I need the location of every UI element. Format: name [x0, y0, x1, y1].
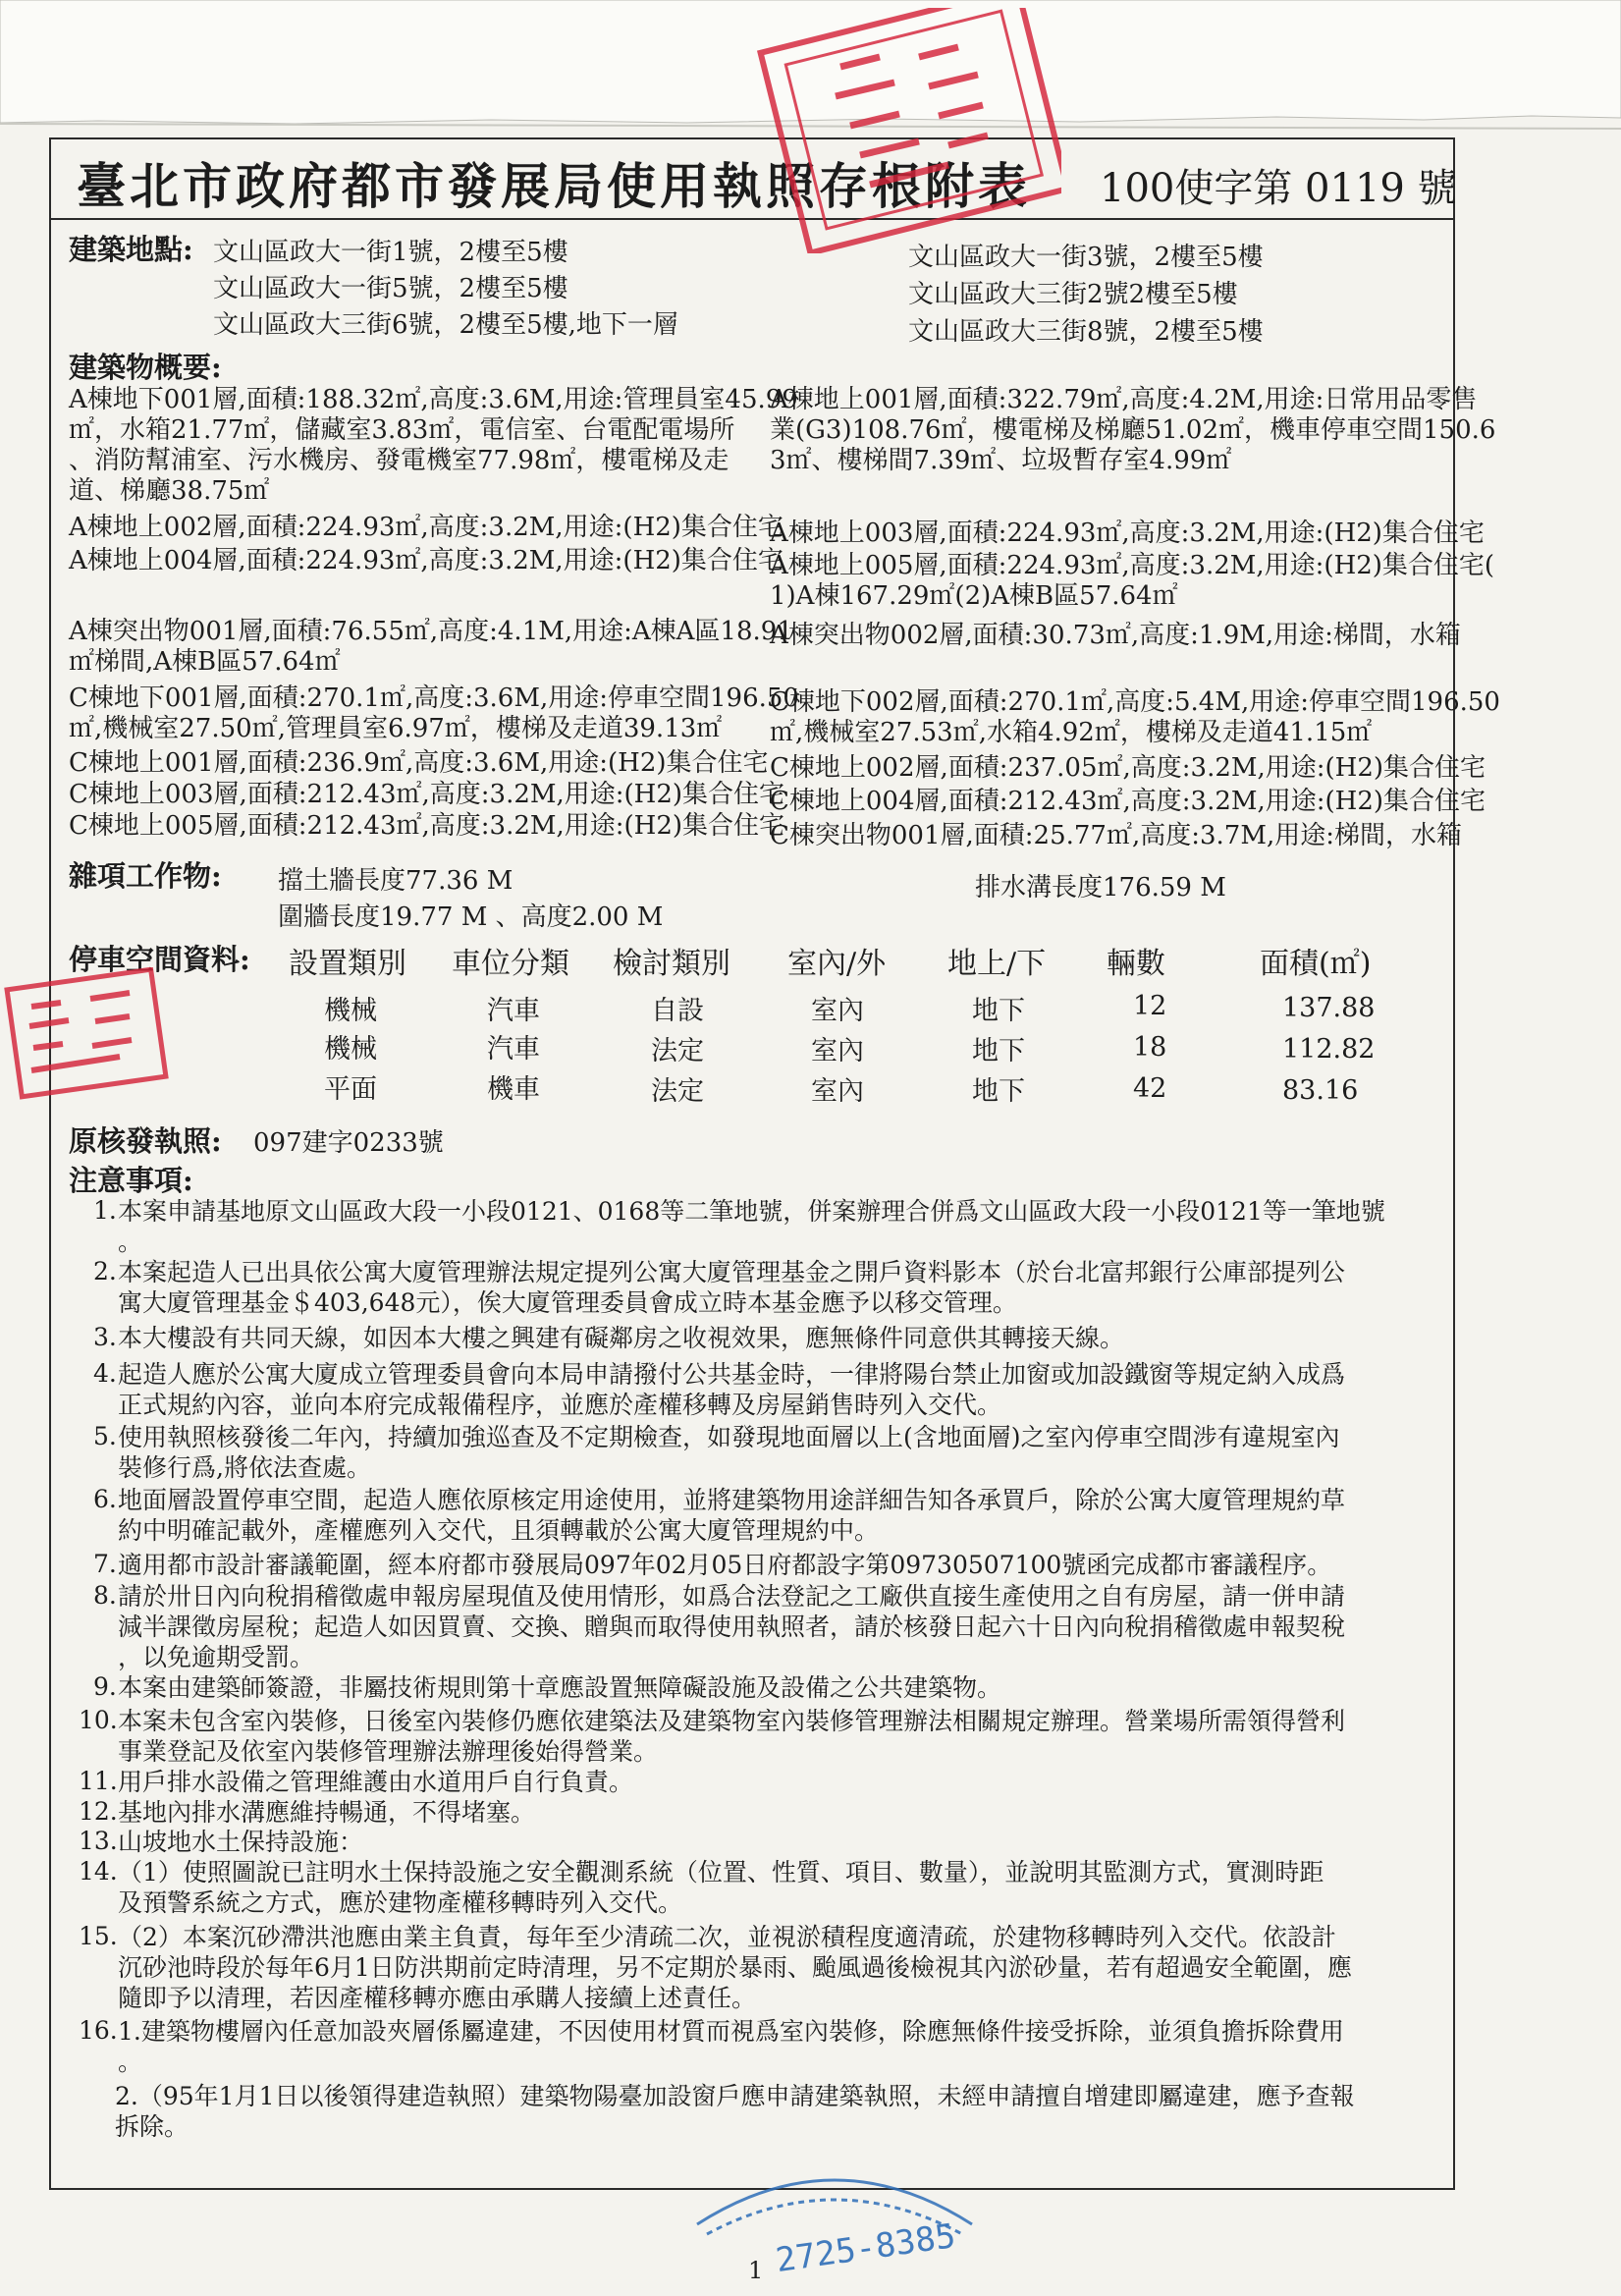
note-number: 15. [79, 1922, 118, 1950]
overview-left-8: C棟地上005層,面積:212.43㎡,高度:3.2M,用途:(H2)集合住宅 [69, 811, 785, 841]
red-seal-left-icon [2, 967, 169, 1105]
note-item: 本大樓設有共同天線，如因本大樓之興建有礙鄰房之收視效果，應無條件同意供其轉接天線。 [118, 1324, 1125, 1352]
site-right-3: 文山區政大三街8號，2樓至5樓 [908, 317, 1264, 347]
parking-row-3-count: 42 [1133, 1073, 1167, 1104]
parking-header-indoor: 室內/外 [787, 947, 887, 981]
parking-header-type: 設置類別 [289, 947, 406, 981]
note-item: 地面層設置停車空間，起造人應依原核定用途使用，並將建築物用途詳細告知各承買戶，除於公寓大廈管理規約草 約中明確記載外，產權應列入交代，且須轉載於公寓大廈管理規約中。 [118, 1486, 1346, 1545]
note-item: 適用都市設計審議範圍，經本府都市發展局097年02月05日府都設字第09730507100號函完成都市審議程序。 [118, 1551, 1332, 1579]
stamp-number: 2725-8385 [773, 2215, 958, 2281]
parking-row-2-type: 機械 [324, 1034, 377, 1065]
parking-row-2-count: 18 [1133, 1032, 1167, 1063]
overview-right-4: A棟突出物002層,面積:30.73㎡,高度:1.9M,用途:梯間，水箱 [770, 621, 1461, 650]
parking-row-1-vehicle: 汽車 [487, 996, 540, 1026]
parking-label: 停車空間資料: [69, 943, 250, 976]
site-left-2: 文山區政大一街5號，2樓至5樓 [213, 274, 568, 303]
site-label: 建築地點: [69, 233, 193, 266]
note-number: 1. [93, 1196, 117, 1225]
overview-left-2: A棟地上002層,面積:224.93㎡,高度:3.2M,用途:(H2)集合住宅 [69, 513, 783, 542]
note-item: 起造人應於公寓大廈成立管理委員會向本局申請撥付公共基金時，一律將陽台禁止加窗或加設鐵窗等規定納入成爲 正式規約內容，並向本府完成報備程序，並應於產權移轉及房屋銷售時列入交代。 [118, 1360, 1346, 1419]
parking-header-review: 檢討類別 [613, 947, 730, 981]
note-number: 3. [93, 1323, 117, 1351]
note-item: （1）使照圖說已註明水土保持設施之安全觀測系統（位置、性質、項目、數量），並說明其監測方式，實測時距 及預警系統之方式，應於建物產權移轉時列入交代。 [118, 1858, 1324, 1917]
page-title: 臺北市政府都市發展局使用執照存根附表 [77, 157, 1031, 215]
parking-row-1-count: 12 [1133, 991, 1167, 1021]
note-number: 14. [79, 1857, 118, 1886]
note-item: 本案由建築師簽證，非屬技術規則第十章應設置無障礙設施及設備之公共建築物。 [118, 1673, 1002, 1702]
note-item: （2）本案沉砂滯洪池應由業主負責，每年至少清疏二次，並視淤積程度適清疏，於建物移轉時列入交代。依設計 沉砂池時段於每年6月1日防洪期前定時清理，另不定期於暴雨、颱風過後檢視其內淤砂量，若有超過安全範圍，應 隨即予以清理，若因產權移轉亦應由承購人接續上述責任。 [118, 1923, 1352, 2012]
note-item: 本案未包含室內裝修，日後室內裝修仍應依建築法及建築物室內裝修管理辦法相關規定辦理。營業場所需領得營利 事業登記及依室內裝修管理辦法辦理後始得營業。 [118, 1707, 1346, 1766]
note-number: 16. [79, 2016, 118, 2045]
parking-header-level: 地上/下 [947, 947, 1047, 981]
parking-row-2-review: 法定 [651, 1036, 704, 1066]
parking-row-3-indoor: 室內 [811, 1076, 864, 1107]
overview-left-4: A棟突出物001層,面積:76.55㎡,高度:4.1M,用途:A棟A區18.91 ㎡梯間,A棟B區57.64㎡ [69, 617, 793, 677]
site-right-1: 文山區政大一街3號，2樓至5樓 [908, 243, 1264, 272]
overview-left-5: C棟地下001層,面積:270.1㎡,高度:3.6M,用途:停車空間196.50 ㎡,機械室27.50㎡,管理員室6.97㎡，樓梯及走道39.13㎡ [69, 683, 799, 743]
note-item: 2.（95年1月1日以後領得建造執照）建築物陽臺加設窗戶應申請建築執照，未經申請擅自增建即屬違建，應予查報 拆除。 [115, 2082, 1355, 2141]
parking-row-3-area: 83.16 [1282, 1075, 1359, 1106]
note-item: 1.建築物樓層內任意加設夾層係屬違建，不因使用材質而視爲室內裝修，除應無條件接受拆除，並須負擔拆除費用 。 [118, 2017, 1344, 2076]
parking-row-3-review: 法定 [651, 1076, 704, 1107]
note-number: 4. [93, 1359, 117, 1388]
overview-left-7: C棟地上003層,面積:212.43㎡,高度:3.2M,用途:(H2)集合住宅 [69, 780, 785, 809]
permit-number: 100使字第 0119 號 [1100, 166, 1457, 211]
overview-left-6: C棟地上001層,面積:236.9㎡,高度:3.6M,用途:(H2)集合住宅 [69, 748, 769, 778]
overview-right-3: A棟地上005層,面積:224.93㎡,高度:3.2M,用途:(H2)集合住宅( 1)A棟167.29㎡(2)A棟B區57.64㎡ [770, 551, 1495, 611]
overview-right-6: C棟地上002層,面積:237.05㎡,高度:3.2M,用途:(H2)集合住宅 [770, 753, 1486, 783]
parking-header-area: 面積(㎡) [1260, 947, 1372, 981]
overview-label: 建築物概要: [69, 351, 222, 384]
site-left-1: 文山區政大一街1號，2樓至5樓 [213, 238, 568, 267]
note-number: 2. [93, 1257, 117, 1285]
blue-receipt-stamp-icon [677, 2156, 992, 2283]
overview-right-2: A棟地上003層,面積:224.93㎡,高度:3.2M,用途:(H2)集合住宅 [770, 519, 1485, 548]
overview-right-8: C棟突出物001層,面積:25.77㎡,高度:3.7M,用途:梯間，水箱 [770, 821, 1462, 850]
red-seal-top-icon [742, 8, 1061, 253]
note-item: 請於卅日內向稅捐稽徵處申報房屋現值及使用情形，如爲合法登記之工廠供直接生產使用之自有房屋，請一併申請 減半課徵房屋稅；起造人如因買賣、交換、贈與而取得使用執照者，請於核發日起六十日內向稅捐稽徵處申報契稅 ，以免逾期受罰。 [118, 1582, 1346, 1671]
parking-row-1-level: 地下 [972, 996, 1025, 1026]
site-right-2: 文山區政大三街2號2樓至5樓 [908, 280, 1238, 309]
note-item: 本案申請基地原文山區政大段一小段0121、0168等二筆地號，併案辦理合併爲文山區政大段一小段0121等一筆地號 。 [118, 1197, 1385, 1256]
original-permit-value: 097建字0233號 [253, 1128, 444, 1158]
note-number: 7. [93, 1550, 117, 1578]
note-number: 13. [79, 1827, 118, 1855]
parking-row-2-level: 地下 [972, 1036, 1025, 1066]
overview-left-3: A棟地上004層,面積:224.93㎡,高度:3.2M,用途:(H2)集合住宅 [69, 546, 783, 575]
note-number: 6. [93, 1485, 117, 1513]
parking-header-vehicle: 車位分類 [452, 947, 569, 981]
note-item: 本案起造人已出具依公寓大廈管理辦法規定提列公寓大廈管理基金之開戶資料影本（於台北富邦銀行公庫部提列公 寓大廈管理基金＄403,648元），俟大廈管理委員會成立時本基金應予以移交管理。 [118, 1258, 1346, 1317]
parking-row-2-vehicle: 汽車 [487, 1034, 540, 1065]
parking-row-2-indoor: 室內 [811, 1036, 864, 1066]
parking-row-3-level: 地下 [972, 1076, 1025, 1107]
parking-row-1-indoor: 室內 [811, 996, 864, 1026]
parking-row-3-type: 平面 [324, 1074, 377, 1105]
misc-drain: 排水溝長度176.59 M [975, 873, 1226, 902]
misc-fence: 圍牆長度19.77 M 、高度2.00 M [278, 902, 664, 932]
parking-row-1-area: 137.88 [1282, 993, 1376, 1023]
misc-label: 雜項工作物: [69, 859, 222, 893]
parking-row-1-type: 機械 [324, 996, 377, 1026]
misc-retaining-wall: 擋土牆長度77.36 M [278, 866, 513, 896]
note-number: 11. [79, 1767, 118, 1795]
note-number: 5. [93, 1422, 117, 1450]
page-number: 1 [748, 2257, 764, 2284]
original-permit-label: 原核發執照: [69, 1124, 222, 1158]
note-number: 10. [79, 1706, 118, 1734]
note-number: 12. [79, 1797, 118, 1826]
note-number: 9. [93, 1672, 117, 1701]
parking-header-count: 輛數 [1107, 947, 1165, 981]
site-left-3: 文山區政大三街6號，2樓至5樓,地下一層 [213, 310, 678, 340]
overview-left-1: A棟地下001層,面積:188.32㎡,高度:3.6M,用途:管理員室45.99 ㎡，水箱21.77㎡，儲藏室3.83㎡，電信室、台電配電場所 、消防幫浦室、污水機房、發電機室77.98㎡，樓電梯及走 道、梯廳38.75㎡ [69, 385, 798, 506]
overview-right-7: C棟地上004層,面積:212.43㎡,高度:3.2M,用途:(H2)集合住宅 [770, 787, 1486, 816]
parking-row-2-area: 112.82 [1282, 1034, 1376, 1065]
note-item: 山坡地水土保持設施： [118, 1828, 364, 1856]
note-item: 使用執照核發後二年內，持續加強巡查及不定期檢查，如發現地面層以上(含地面層)之室內停車空間涉有違規室內 裝修行爲,將依法查處。 [118, 1423, 1340, 1482]
note-item: 用戶排水設備之管理維護由水道用戶自行負責。 [118, 1768, 634, 1796]
note-item: 基地內排水溝應維持暢通，不得堵塞。 [118, 1798, 536, 1827]
note-number: 8. [93, 1581, 117, 1610]
parking-row-3-vehicle: 機車 [487, 1074, 540, 1105]
overview-right-1: A棟地上001層,面積:322.79㎡,高度:4.2M,用途:日常用品零售 業(G3)108.76㎡，樓電梯及梯廳51.02㎡，機車停車空間150.6 3㎡、樓梯間7.39㎡、垃圾暫存室4.99㎡ [770, 385, 1496, 475]
overview-right-5: C棟地下002層,面積:270.1㎡,高度:5.4M,用途:停車空間196.50 ㎡,機械室27.53㎡,水箱4.92㎡，樓梯及走道41.15㎡ [770, 687, 1500, 747]
notes-label: 注意事項: [69, 1164, 193, 1197]
parking-row-1-review: 自設 [651, 996, 704, 1026]
